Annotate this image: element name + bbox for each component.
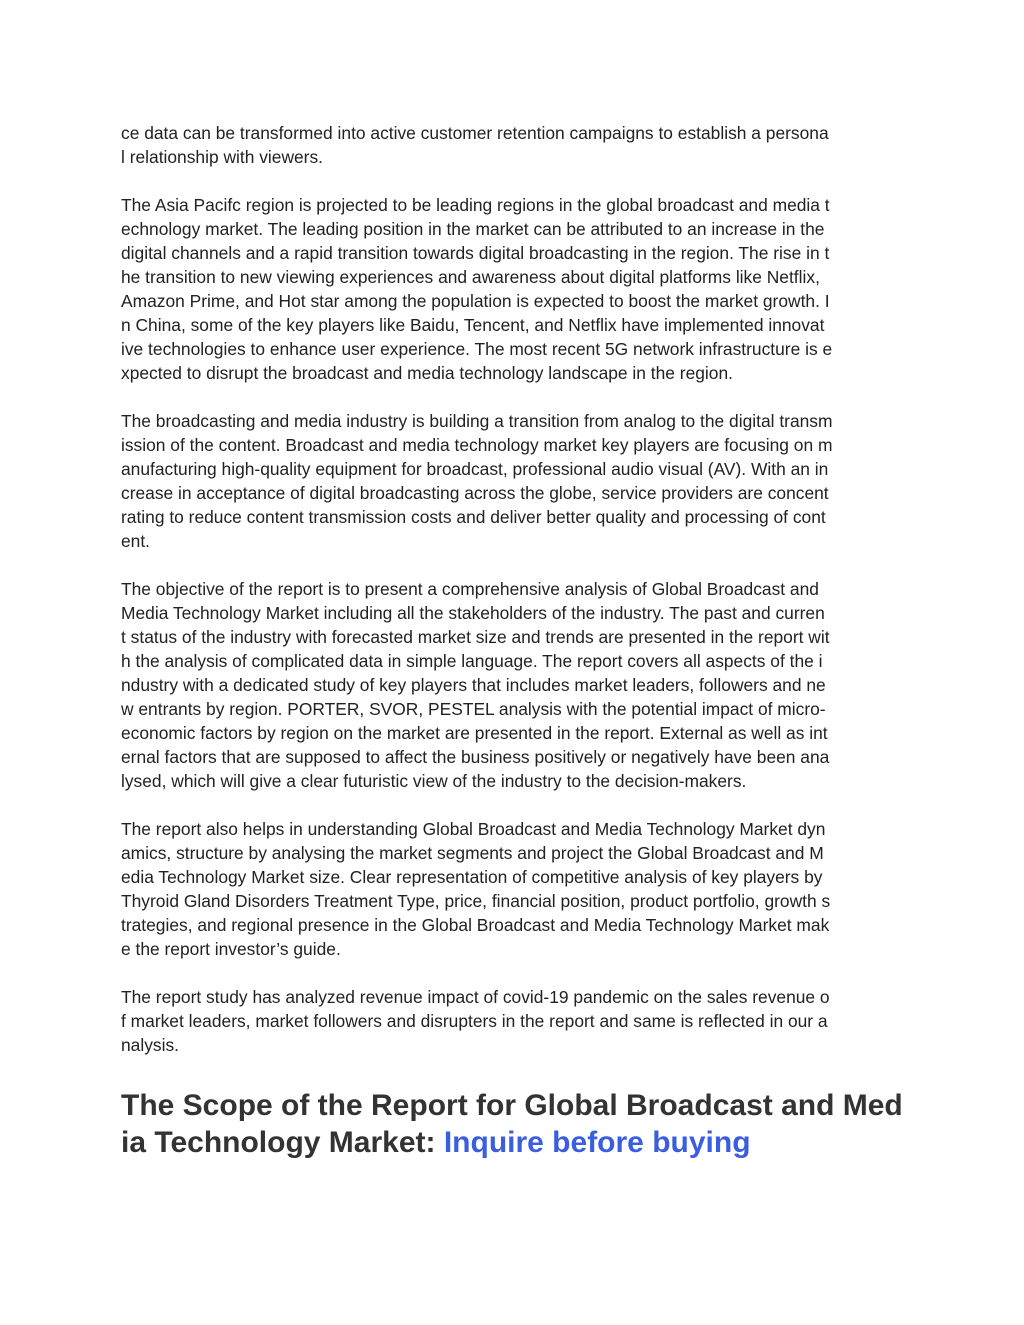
heading-line-1: The Scope of the Report for Global Broadcast and Med (121, 1089, 903, 1122)
text-line: The broadcasting and media industry is building a transition from analog to the digital transm (121, 411, 833, 431)
text-line: Media Technology Market including all the stakeholders of the industry. The past and curren (121, 603, 825, 623)
paragraph-market-dynamics (121, 817, 911, 961)
paragraph-asia-pacific (121, 193, 911, 385)
text-line: anufacturing high-quality equipment for broadcast, professional audio visual (AV). With an in (121, 459, 829, 479)
heading-line-2 (121, 1124, 911, 1161)
section-heading (121, 1081, 911, 1161)
paragraph-broadcasting-transition (121, 409, 911, 553)
text-line: amics, structure by analysing the market segments and project the Global Broadcast and M (121, 843, 824, 863)
text-line: rating to reduce content transmission costs and deliver better quality and processing of cont (121, 507, 826, 527)
text-line: he transition to new viewing experiences and awareness about digital platforms like Netflix, (121, 267, 820, 287)
paragraph-report-objective (121, 577, 911, 793)
inquire-before-buying-link[interactable]: Inquire before buying (443, 1126, 751, 1159)
text-line: The report also helps in understanding Global Broadcast and Media Technology Market dyn (121, 819, 826, 839)
text-line: The Asia Pacifc region is projected to be leading regions in the global broadcast and media t (121, 195, 830, 215)
text-line: n China, some of the key players like Baidu, Tencent, and Netflix have implemented innovat (121, 315, 825, 335)
text-line: echnology market. The leading position in the market can be attributed to an increase in the (121, 219, 825, 239)
text-line: t status of the industry with forecasted market size and trends are presented in the report wit (121, 627, 830, 647)
heading-line-2-text: ia Technology Market: (121, 1126, 444, 1159)
text-line: ission of the content. Broadcast and media technology market key players are focusing on m (121, 435, 833, 455)
text-line: l relationship with viewers. (121, 147, 324, 167)
text-line: The objective of the report is to present a comprehensive analysis of Global Broadcast and (121, 579, 819, 599)
text-line: nalysis. (121, 1035, 179, 1055)
text-line: economic factors by region on the market are presented in the report. External as well as int (121, 723, 828, 743)
text-line: edia Technology Market size. Clear representation of competitive analysis of key players by (121, 867, 823, 887)
text-line: Amazon Prime, and Hot star among the population is expected to boost the market growth. I (121, 291, 830, 311)
paragraph-covid-impact (121, 985, 911, 1057)
text-line: f market leaders, market followers and disrupters in the report and same is reflected in our a (121, 1011, 828, 1031)
text-line: ndustry with a dedicated study of key players that includes market leaders, followers and ne (121, 675, 826, 695)
text-line: ce data can be transformed into active customer retention campaigns to establish a persona (121, 123, 829, 143)
text-line: ent. (121, 531, 151, 551)
text-line: e the report investor’s guide. (121, 939, 341, 959)
text-line: ernal factors that are supposed to affect the business positively or negatively have been ana (121, 747, 830, 767)
text-line: digital channels and a rapid transition towards digital broadcasting in the region. The rise in t (121, 243, 830, 263)
text-line: lysed, which will give a clear futuristic view of the industry to the decision-makers. (121, 771, 747, 791)
text-line: crease in acceptance of digital broadcasting across the globe, service providers are concent (121, 483, 829, 503)
paragraph-retention (121, 121, 911, 169)
text-line: w entrants by region. PORTER, SVOR, PESTEL analysis with the potential impact of micro- (121, 699, 826, 719)
text-line: trategies, and regional presence in the Global Broadcast and Media Technology Market mak (121, 915, 830, 935)
text-line: xpected to disrupt the broadcast and media technology landscape in the region. (121, 363, 733, 383)
text-line: ive technologies to enhance user experience. The most recent 5G network infrastructure is e (121, 339, 833, 359)
text-line: Thyroid Gland Disorders Treatment Type, price, financial position, product portfolio, growth s (121, 891, 831, 911)
text-line: The report study has analyzed revenue impact of covid-19 pandemic on the sales revenue o (121, 987, 830, 1007)
text-line: h the analysis of complicated data in simple language. The report covers all aspects of the i (121, 651, 823, 671)
document-body (121, 121, 911, 1161)
